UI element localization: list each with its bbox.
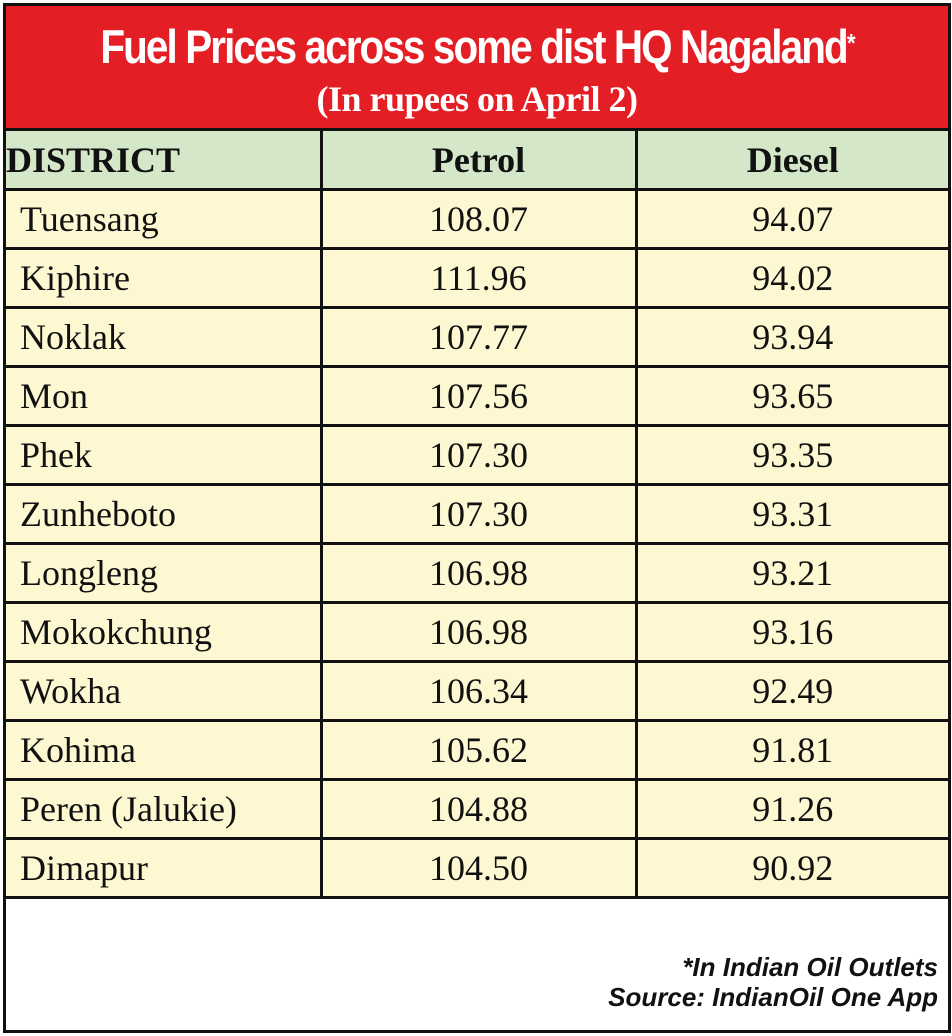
diesel-price-cell: 94.02 (636, 249, 948, 308)
diesel-price-cell: 94.07 (636, 190, 948, 249)
petrol-price-cell: 106.34 (321, 662, 636, 721)
chart-title (72, 20, 882, 74)
column-header-district: DISTRICT (6, 131, 321, 190)
petrol-price-cell: 107.56 (321, 367, 636, 426)
table-row (6, 544, 948, 603)
petrol-price-cell: 108.07 (321, 190, 636, 249)
table-header-row (6, 131, 948, 190)
diesel-price-cell: 93.94 (636, 308, 948, 367)
chart-subtitle: (In rupees on April 2) (316, 79, 638, 119)
district-cell: Tuensang (6, 190, 321, 249)
district-cell: Mokokchung (6, 603, 321, 662)
table-row (6, 485, 948, 544)
table-row (6, 249, 948, 308)
fuel-price-table (6, 131, 948, 899)
diesel-price-cell: 91.81 (636, 721, 948, 780)
petrol-price-cell: 106.98 (321, 603, 636, 662)
district-cell: Peren (Jalukie) (6, 780, 321, 839)
diesel-price-cell: 91.26 (636, 780, 948, 839)
title-footnote-marker: * (846, 28, 854, 58)
diesel-price-cell: 93.65 (636, 367, 948, 426)
table-row (6, 190, 948, 249)
table-row (6, 662, 948, 721)
petrol-price-cell: 104.88 (321, 780, 636, 839)
footnote-outlets: *In Indian Oil Outlets (682, 952, 938, 982)
table-row (6, 308, 948, 367)
district-cell: Dimapur (6, 839, 321, 898)
diesel-price-cell: 92.49 (636, 662, 948, 721)
title-band (6, 6, 948, 131)
infographic-frame (3, 3, 951, 1033)
footer (6, 936, 948, 1030)
petrol-price-cell: 107.30 (321, 485, 636, 544)
column-header-petrol: Petrol (321, 131, 636, 190)
district-cell: Wokha (6, 662, 321, 721)
district-cell: Kohima (6, 721, 321, 780)
diesel-price-cell: 93.31 (636, 485, 948, 544)
table-row (6, 603, 948, 662)
table-row (6, 839, 948, 898)
table-row (6, 780, 948, 839)
chart-title-text: Fuel Prices across some dist HQ Nagaland (100, 20, 847, 73)
column-header-diesel: Diesel (636, 131, 948, 190)
petrol-price-cell: 107.77 (321, 308, 636, 367)
diesel-price-cell: 93.21 (636, 544, 948, 603)
petrol-price-cell: 107.30 (321, 426, 636, 485)
district-cell: Phek (6, 426, 321, 485)
district-cell: Longleng (6, 544, 321, 603)
diesel-price-cell: 90.92 (636, 839, 948, 898)
district-cell: Kiphire (6, 249, 321, 308)
diesel-price-cell: 93.35 (636, 426, 948, 485)
table-body (6, 190, 948, 898)
table-row (6, 426, 948, 485)
table-row (6, 721, 948, 780)
petrol-price-cell: 111.96 (321, 249, 636, 308)
district-cell: Noklak (6, 308, 321, 367)
petrol-price-cell: 104.50 (321, 839, 636, 898)
diesel-price-cell: 93.16 (636, 603, 948, 662)
district-cell: Zunheboto (6, 485, 321, 544)
footnote-source: Source: IndianOil One App (608, 982, 938, 1012)
petrol-price-cell: 105.62 (321, 721, 636, 780)
district-cell: Mon (6, 367, 321, 426)
petrol-price-cell: 106.98 (321, 544, 636, 603)
table-row (6, 367, 948, 426)
